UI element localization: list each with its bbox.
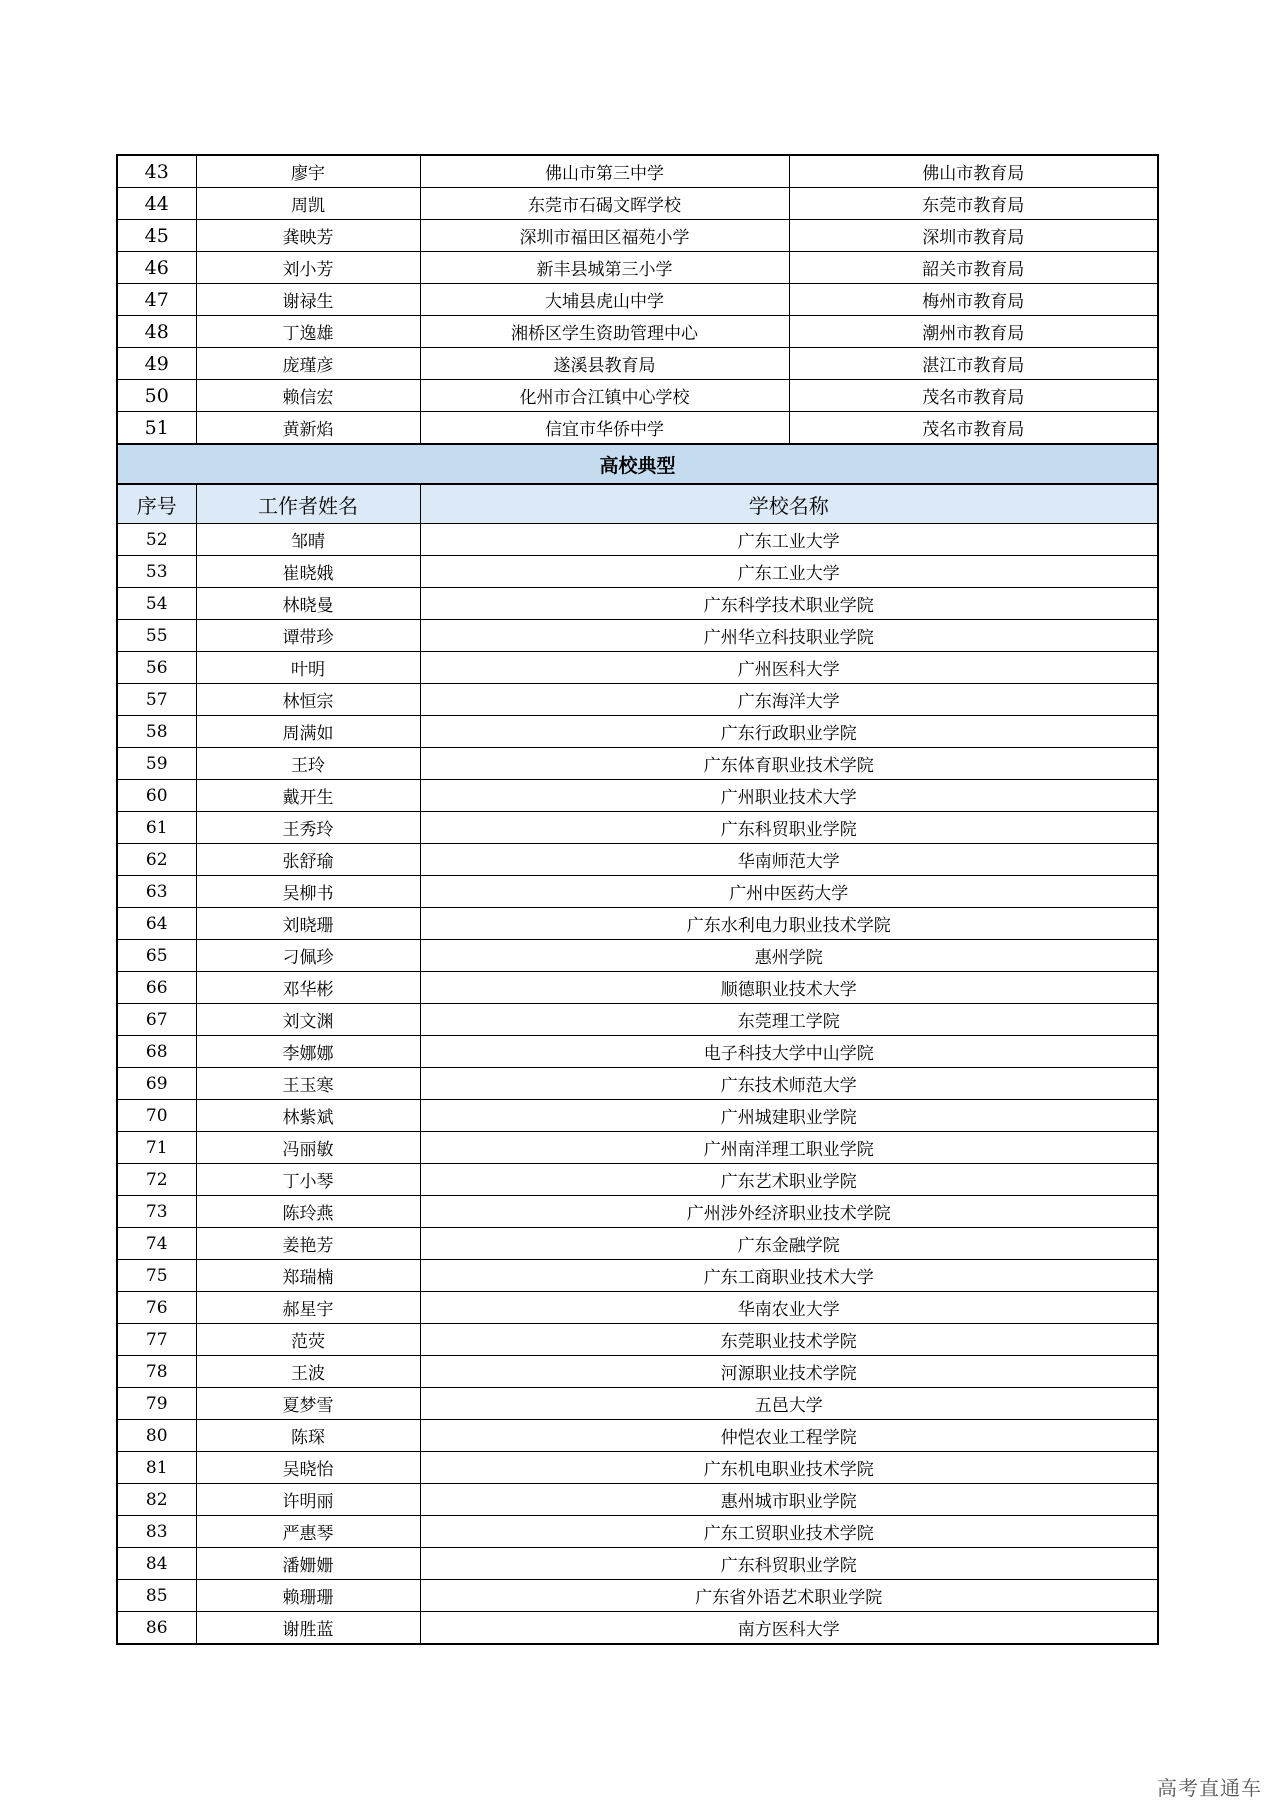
table-row — [117, 252, 1158, 284]
table-row — [117, 412, 1158, 445]
row-school: 广东体育职业技术学院 — [420, 748, 1158, 780]
row-name: 戴开生 — [196, 780, 420, 812]
row-school: 电子科技大学中山学院 — [420, 1036, 1158, 1068]
table-row — [117, 1548, 1158, 1580]
row-school: 广东水利电力职业技术学院 — [420, 908, 1158, 940]
row-school: 东莞理工学院 — [420, 1004, 1158, 1036]
row-school: 广东科贸职业学院 — [420, 812, 1158, 844]
header-no: 序号 — [117, 484, 196, 524]
row-number: 60 — [117, 780, 196, 812]
row-school: 大埔县虎山中学 — [420, 284, 789, 316]
row-number: 63 — [117, 876, 196, 908]
table-row — [117, 1484, 1158, 1516]
row-name: 刘小芳 — [196, 252, 420, 284]
row-name: 王秀玲 — [196, 812, 420, 844]
row-school: 化州市合江镇中心学校 — [420, 380, 789, 412]
table-row — [117, 1132, 1158, 1164]
row-number: 50 — [117, 380, 196, 412]
row-school: 遂溪县教育局 — [420, 348, 789, 380]
row-bureau: 茂名市教育局 — [789, 412, 1158, 445]
table-row — [117, 1068, 1158, 1100]
row-number: 83 — [117, 1516, 196, 1548]
table-row — [117, 1452, 1158, 1484]
row-school: 广东艺术职业学院 — [420, 1164, 1158, 1196]
row-name: 龚映芳 — [196, 220, 420, 252]
table-row — [117, 972, 1158, 1004]
row-number: 44 — [117, 188, 196, 220]
header-school: 学校名称 — [420, 484, 1158, 524]
row-name: 冯丽敏 — [196, 1132, 420, 1164]
row-name: 王波 — [196, 1356, 420, 1388]
row-number: 86 — [117, 1612, 196, 1645]
watermark: 高考直通车 — [1157, 1776, 1262, 1800]
row-school: 广东工业大学 — [420, 524, 1158, 556]
row-number: 66 — [117, 972, 196, 1004]
table-row — [117, 652, 1158, 684]
row-name: 王玲 — [196, 748, 420, 780]
table-row — [117, 1612, 1158, 1645]
row-number: 56 — [117, 652, 196, 684]
row-name: 邓华彬 — [196, 972, 420, 1004]
table-row — [117, 940, 1158, 972]
row-school: 惠州学院 — [420, 940, 1158, 972]
row-number: 77 — [117, 1324, 196, 1356]
row-name: 林恒宗 — [196, 684, 420, 716]
row-name: 林晓曼 — [196, 588, 420, 620]
row-school: 东莞职业技术学院 — [420, 1324, 1158, 1356]
table-row — [117, 588, 1158, 620]
row-number: 46 — [117, 252, 196, 284]
table-row — [117, 1036, 1158, 1068]
table-row — [117, 1356, 1158, 1388]
row-name: 谭带珍 — [196, 620, 420, 652]
row-number: 71 — [117, 1132, 196, 1164]
row-number: 65 — [117, 940, 196, 972]
row-name: 吴晓怡 — [196, 1452, 420, 1484]
row-school: 信宜市华侨中学 — [420, 412, 789, 445]
section1-body — [117, 155, 1158, 444]
row-school: 广东工业大学 — [420, 556, 1158, 588]
row-number: 53 — [117, 556, 196, 588]
row-school: 广东科贸职业学院 — [420, 1548, 1158, 1580]
row-number: 73 — [117, 1196, 196, 1228]
row-bureau: 湛江市教育局 — [789, 348, 1158, 380]
table-row — [117, 748, 1158, 780]
row-bureau: 潮州市教育局 — [789, 316, 1158, 348]
row-school: 广东科学技术职业学院 — [420, 588, 1158, 620]
row-school: 广州涉外经济职业技术学院 — [420, 1196, 1158, 1228]
row-school: 华南师范大学 — [420, 844, 1158, 876]
row-name: 潘姗姗 — [196, 1548, 420, 1580]
row-name: 陈玲燕 — [196, 1196, 420, 1228]
row-name: 谢禄生 — [196, 284, 420, 316]
section-title-row — [117, 444, 1158, 484]
row-school: 河源职业技术学院 — [420, 1356, 1158, 1388]
row-bureau: 韶关市教育局 — [789, 252, 1158, 284]
row-number: 59 — [117, 748, 196, 780]
row-name: 姜艳芳 — [196, 1228, 420, 1260]
row-number: 67 — [117, 1004, 196, 1036]
row-number: 49 — [117, 348, 196, 380]
row-name: 庞瑾彦 — [196, 348, 420, 380]
row-name: 刁佩珍 — [196, 940, 420, 972]
table-row — [117, 1260, 1158, 1292]
row-name: 王玉寒 — [196, 1068, 420, 1100]
row-number: 76 — [117, 1292, 196, 1324]
row-number: 85 — [117, 1580, 196, 1612]
row-number: 54 — [117, 588, 196, 620]
row-school: 广东工商职业技术大学 — [420, 1260, 1158, 1292]
row-number: 43 — [117, 155, 196, 188]
table-row — [117, 188, 1158, 220]
row-name: 谢胜蓝 — [196, 1612, 420, 1645]
row-number: 79 — [117, 1388, 196, 1420]
row-school: 广州医科大学 — [420, 652, 1158, 684]
row-number: 70 — [117, 1100, 196, 1132]
row-number: 57 — [117, 684, 196, 716]
row-school: 五邑大学 — [420, 1388, 1158, 1420]
table-row — [117, 812, 1158, 844]
row-number: 72 — [117, 1164, 196, 1196]
row-bureau: 佛山市教育局 — [789, 155, 1158, 188]
row-school: 深圳市福田区福苑小学 — [420, 220, 789, 252]
row-school: 广州中医药大学 — [420, 876, 1158, 908]
table-row — [117, 284, 1158, 316]
table-row — [117, 1580, 1158, 1612]
row-name: 范荧 — [196, 1324, 420, 1356]
table-row — [117, 380, 1158, 412]
personnel-table — [116, 154, 1159, 1645]
table-row — [117, 844, 1158, 876]
row-name: 丁小琴 — [196, 1164, 420, 1196]
row-number: 48 — [117, 316, 196, 348]
table-row — [117, 348, 1158, 380]
row-school: 广东机电职业技术学院 — [420, 1452, 1158, 1484]
row-school: 华南农业大学 — [420, 1292, 1158, 1324]
row-school: 广东技术师范大学 — [420, 1068, 1158, 1100]
row-name: 刘晓珊 — [196, 908, 420, 940]
section2-header — [117, 444, 1158, 524]
table-row — [117, 220, 1158, 252]
row-school: 广东海洋大学 — [420, 684, 1158, 716]
row-school: 湘桥区学生资助管理中心 — [420, 316, 789, 348]
row-school: 佛山市第三中学 — [420, 155, 789, 188]
row-number: 82 — [117, 1484, 196, 1516]
table-row — [117, 1516, 1158, 1548]
row-name: 夏梦雪 — [196, 1388, 420, 1420]
table-row — [117, 780, 1158, 812]
column-header-row — [117, 484, 1158, 524]
row-school: 南方医科大学 — [420, 1612, 1158, 1645]
row-school: 广州华立科技职业学院 — [420, 620, 1158, 652]
row-name: 吴柳书 — [196, 876, 420, 908]
row-bureau: 茂名市教育局 — [789, 380, 1158, 412]
table-row — [117, 908, 1158, 940]
row-name: 周凯 — [196, 188, 420, 220]
row-name: 赖珊珊 — [196, 1580, 420, 1612]
row-number: 51 — [117, 412, 196, 445]
row-number: 45 — [117, 220, 196, 252]
row-name: 丁逸雄 — [196, 316, 420, 348]
section-title: 高校典型 — [117, 444, 1158, 484]
table-row — [117, 1228, 1158, 1260]
row-bureau: 梅州市教育局 — [789, 284, 1158, 316]
row-school: 广州南洋理工职业学院 — [420, 1132, 1158, 1164]
row-number: 74 — [117, 1228, 196, 1260]
row-school: 广州城建职业学院 — [420, 1100, 1158, 1132]
row-name: 周满如 — [196, 716, 420, 748]
row-school: 顺德职业技术大学 — [420, 972, 1158, 1004]
row-number: 69 — [117, 1068, 196, 1100]
table-row — [117, 620, 1158, 652]
row-school: 东莞市石碣文晖学校 — [420, 188, 789, 220]
row-number: 75 — [117, 1260, 196, 1292]
row-name: 陈琛 — [196, 1420, 420, 1452]
table-row — [117, 716, 1158, 748]
table-row — [117, 1196, 1158, 1228]
row-number: 80 — [117, 1420, 196, 1452]
row-number: 84 — [117, 1548, 196, 1580]
row-name: 林紫斌 — [196, 1100, 420, 1132]
row-school: 仲恺农业工程学院 — [420, 1420, 1158, 1452]
row-name: 张舒瑜 — [196, 844, 420, 876]
row-number: 58 — [117, 716, 196, 748]
row-school: 广州职业技术大学 — [420, 780, 1158, 812]
row-number: 78 — [117, 1356, 196, 1388]
row-number: 47 — [117, 284, 196, 316]
row-name: 邹晴 — [196, 524, 420, 556]
row-number: 52 — [117, 524, 196, 556]
row-name: 李娜娜 — [196, 1036, 420, 1068]
row-name: 叶明 — [196, 652, 420, 684]
table-row — [117, 1324, 1158, 1356]
row-school: 广东行政职业学院 — [420, 716, 1158, 748]
row-school: 广东省外语艺术职业学院 — [420, 1580, 1158, 1612]
table-row — [117, 1388, 1158, 1420]
row-name: 严惠琴 — [196, 1516, 420, 1548]
row-number: 55 — [117, 620, 196, 652]
table-row — [117, 316, 1158, 348]
table-row — [117, 1100, 1158, 1132]
row-name: 刘文渊 — [196, 1004, 420, 1036]
row-school: 新丰县城第三小学 — [420, 252, 789, 284]
row-name: 赖信宏 — [196, 380, 420, 412]
table-row — [117, 1292, 1158, 1324]
table-row — [117, 524, 1158, 556]
row-name: 郝星宇 — [196, 1292, 420, 1324]
row-name: 廖宇 — [196, 155, 420, 188]
header-name: 工作者姓名 — [196, 484, 420, 524]
row-name: 崔晓娥 — [196, 556, 420, 588]
table-row — [117, 556, 1158, 588]
row-number: 61 — [117, 812, 196, 844]
table-row — [117, 155, 1158, 188]
row-number: 81 — [117, 1452, 196, 1484]
row-name: 郑瑞楠 — [196, 1260, 420, 1292]
row-school: 惠州城市职业学院 — [420, 1484, 1158, 1516]
row-number: 64 — [117, 908, 196, 940]
row-name: 许明丽 — [196, 1484, 420, 1516]
table-row — [117, 1420, 1158, 1452]
row-number: 68 — [117, 1036, 196, 1068]
row-bureau: 深圳市教育局 — [789, 220, 1158, 252]
row-name: 黄新焰 — [196, 412, 420, 445]
row-school: 广东金融学院 — [420, 1228, 1158, 1260]
table-row — [117, 1004, 1158, 1036]
section2-body — [117, 524, 1158, 1645]
row-bureau: 东莞市教育局 — [789, 188, 1158, 220]
table-row — [117, 1164, 1158, 1196]
table-row — [117, 684, 1158, 716]
row-number: 62 — [117, 844, 196, 876]
row-school: 广东工贸职业技术学院 — [420, 1516, 1158, 1548]
table-row — [117, 876, 1158, 908]
